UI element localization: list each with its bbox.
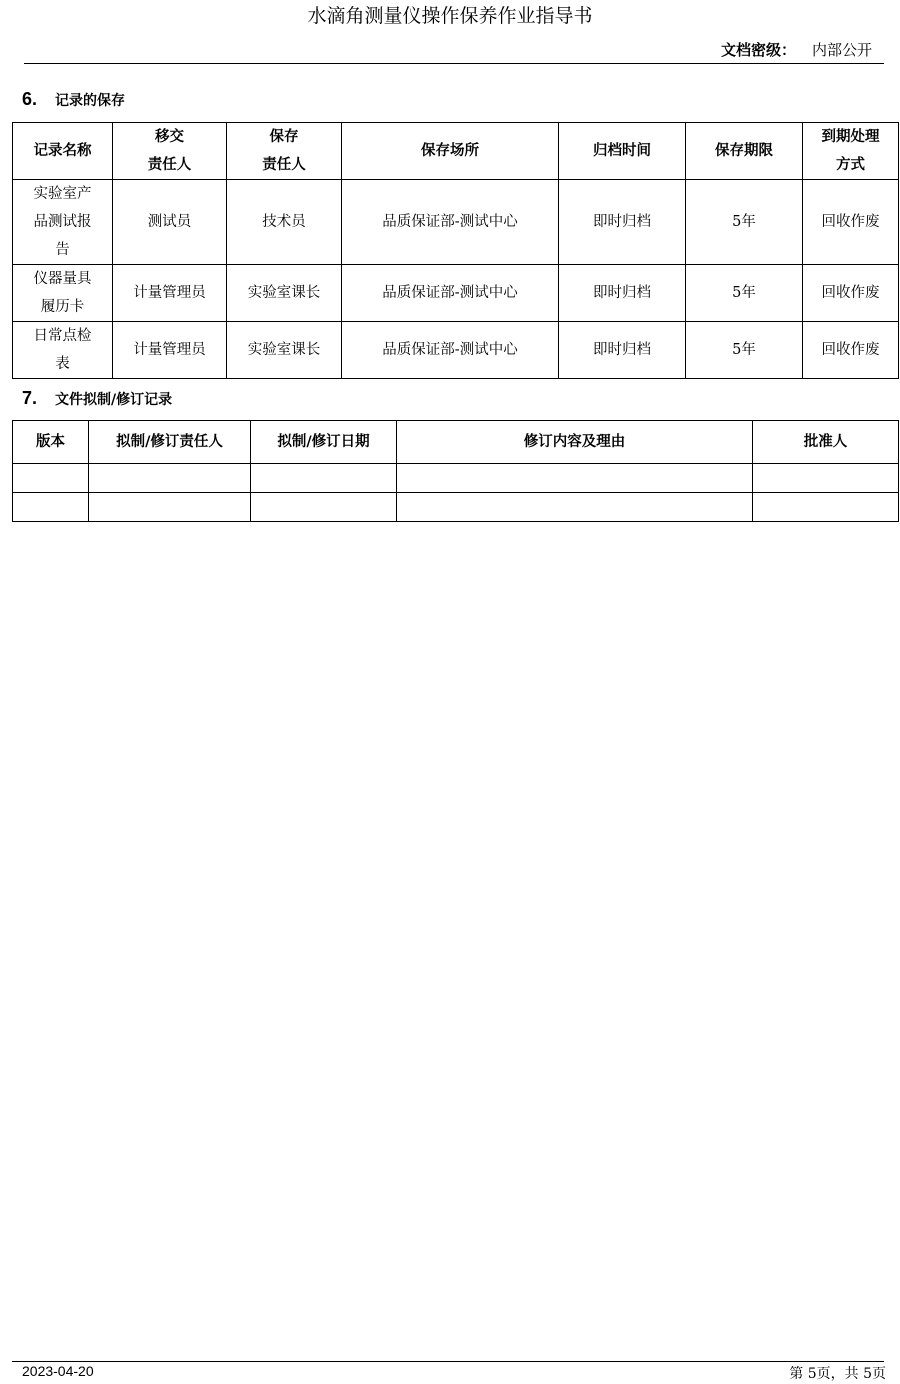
table-cell: 实验室课长 (227, 265, 342, 322)
table-cell: 回收作废 (803, 322, 899, 379)
column-header: 修订内容及理由 (397, 421, 753, 464)
column-header: 记录名称 (13, 123, 113, 180)
table-cell: 计量管理员 (113, 265, 227, 322)
header-divider (24, 63, 884, 64)
page-number: 第 5页，共 5页 (789, 1366, 886, 1382)
section-7-heading (22, 388, 172, 409)
footer-divider (12, 1361, 884, 1362)
column-header: 批准人 (753, 421, 899, 464)
table-cell (13, 493, 89, 522)
table-header-row (13, 123, 899, 180)
table-cell: 即时归档 (559, 322, 686, 379)
table-cell: 即时归档 (559, 265, 686, 322)
table-header-row (13, 421, 899, 464)
table-row (13, 180, 899, 265)
table-cell: 仪器量具 履历卡 (13, 265, 113, 322)
table-row (13, 493, 899, 522)
table-cell: 技术员 (227, 180, 342, 265)
table-cell: 品质保证部-测试中心 (342, 265, 559, 322)
column-header: 移交 责任人 (113, 123, 227, 180)
classification (721, 39, 872, 60)
table-cell: 实验室课长 (227, 322, 342, 379)
table-cell (397, 464, 753, 493)
table-cell: 品质保证部-测试中心 (342, 180, 559, 265)
records-retention-table (12, 122, 899, 379)
section-6-number: 6. (22, 89, 38, 109)
column-header: 拟制/修订责任人 (89, 421, 251, 464)
section-7-number: 7. (22, 388, 38, 408)
column-header: 保存期限 (686, 123, 803, 180)
column-header: 拟制/修订日期 (251, 421, 397, 464)
table-row (13, 265, 899, 322)
table-row (13, 322, 899, 379)
classification-label: 文档密级： (720, 42, 796, 59)
table-cell (251, 493, 397, 522)
table-cell (753, 464, 899, 493)
table-cell: 即时归档 (559, 180, 686, 265)
section-6-title: 记录的保存 (55, 93, 126, 109)
table-cell (13, 464, 89, 493)
table-cell: 5年 (686, 265, 803, 322)
table-cell (753, 493, 899, 522)
column-header: 归档时间 (559, 123, 686, 180)
table-cell (397, 493, 753, 522)
document-title: 水滴角测量仪操作保养作业指导书 (307, 5, 593, 27)
table-cell: 计量管理员 (113, 322, 227, 379)
table-cell: 回收作废 (803, 180, 899, 265)
column-header: 版本 (13, 421, 89, 464)
column-header: 保存场所 (342, 123, 559, 180)
table-cell: 实验室产 品测试报 告 (13, 180, 113, 265)
table-cell (89, 464, 251, 493)
table-cell: 回收作废 (803, 265, 899, 322)
revision-record-table (12, 420, 899, 522)
table-cell (251, 464, 397, 493)
footer-date: 2023-04-20 (22, 1363, 94, 1379)
section-6-heading (22, 89, 125, 110)
table-cell: 5年 (686, 180, 803, 265)
table-row (13, 464, 899, 493)
table-cell: 品质保证部-测试中心 (342, 322, 559, 379)
column-header: 到期处理 方式 (803, 123, 899, 180)
table-cell: 5年 (686, 322, 803, 379)
classification-value: 内部公开 (811, 41, 872, 59)
section-7-title: 文件拟制/修订记录 (55, 392, 173, 408)
column-header: 保存 责任人 (227, 123, 342, 180)
table-cell: 日常点检 表 (13, 322, 113, 379)
table-cell (89, 493, 251, 522)
table-cell: 测试员 (113, 180, 227, 265)
